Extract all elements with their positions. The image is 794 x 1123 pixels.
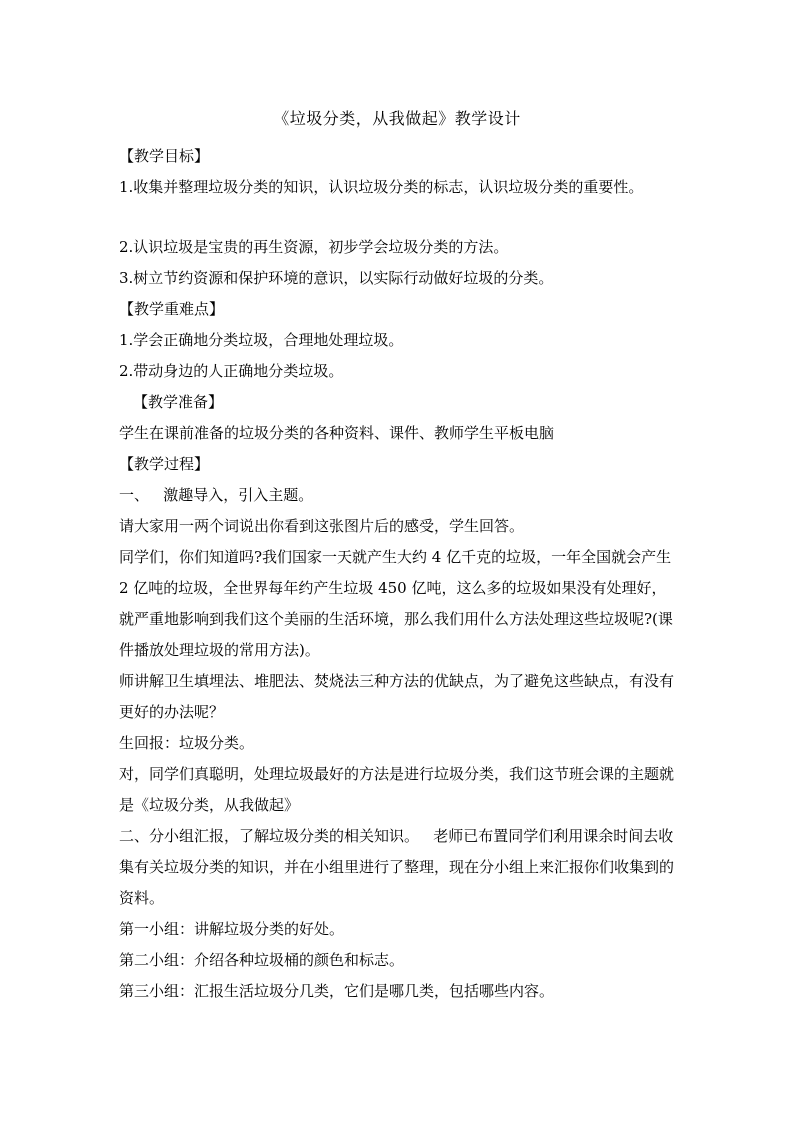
process-paragraph: 师讲解卫生填埋法、堆肥法、焚烧法三种方法的优缺点，为了避免这些缺点，有没有更好的办法呢？	[119, 672, 675, 721]
preparation-heading: 【教学准备】	[133, 393, 224, 411]
goal-item: 1.收集并整理垃圾分类的知识，认识垃圾分类的标志，认识垃圾分类的重要性。	[119, 178, 644, 196]
process-step-2: 二、分小组汇报，了解垃圾分类的相关知识。 老师已布置同学们利用课余时间去收集有关垃圾分类的知识，并在小组里进行了整理，现在分小组上来汇报你们收集到的资料。	[119, 827, 675, 907]
group-item: 第二小组：介绍各种垃圾桶的颜色和标志。	[119, 951, 405, 969]
process-heading: 【教学过程】	[119, 455, 210, 473]
group-item: 第三小组：汇报生活垃圾分几类，它们是哪几类，包括哪些内容。	[119, 982, 555, 1000]
group-item: 第一小组：讲解垃圾分类的好处。	[119, 920, 345, 938]
key-points-heading: 【教学重难点】	[119, 300, 225, 318]
goal-item: 2.认识垃圾是宝贵的再生资源，初步学会垃圾分类的方法。	[119, 238, 509, 256]
preparation-text: 学生在课前准备的垃圾分类的各种资料、课件、教师学生平板电脑	[119, 424, 555, 442]
document-body	[119, 141, 679, 1007]
process-paragraph: 对，同学们真聪明，处理垃圾最好的方法是进行垃圾分类，我们这节班会课的主题就是《垃圾分类，从我做起》	[119, 765, 675, 814]
key-point-item: 1.学会正确地分类垃圾，合理地处理垃圾。	[119, 331, 404, 349]
document-title: 《垃圾分类，从我做起》教学设计	[273, 109, 521, 128]
process-paragraph: 同学们，你们知道吗?我们国家一天就产生大约 4 亿千克的垃圾，一年全国就会产生 2 亿吨的垃圾，全世界每年约产生垃圾 450 亿吨，这么多的垃圾如果没有处理好，就严重地影响到我们这个美丽的生活环境，那么我们用什么方法处理这些垃圾呢?(课件播放处理垃圾的常用方法)。	[119, 548, 673, 659]
process-paragraph: 生回报：垃圾分类。	[119, 734, 255, 752]
key-point-item: 2.带动身边的人正确地分类垃圾。	[119, 362, 344, 380]
blank-line	[119, 203, 679, 232]
process-step-1: 一、 激趣导入，引入主题。	[119, 486, 314, 504]
process-paragraph: 请大家用一两个词说出你看到这张图片后的感受，学生回答。	[119, 517, 525, 535]
goal-item: 3.树立节约资源和保护环境的意识，以实际行动做好垃圾的分类。	[119, 269, 554, 287]
goals-heading: 【教学目标】	[119, 147, 210, 165]
